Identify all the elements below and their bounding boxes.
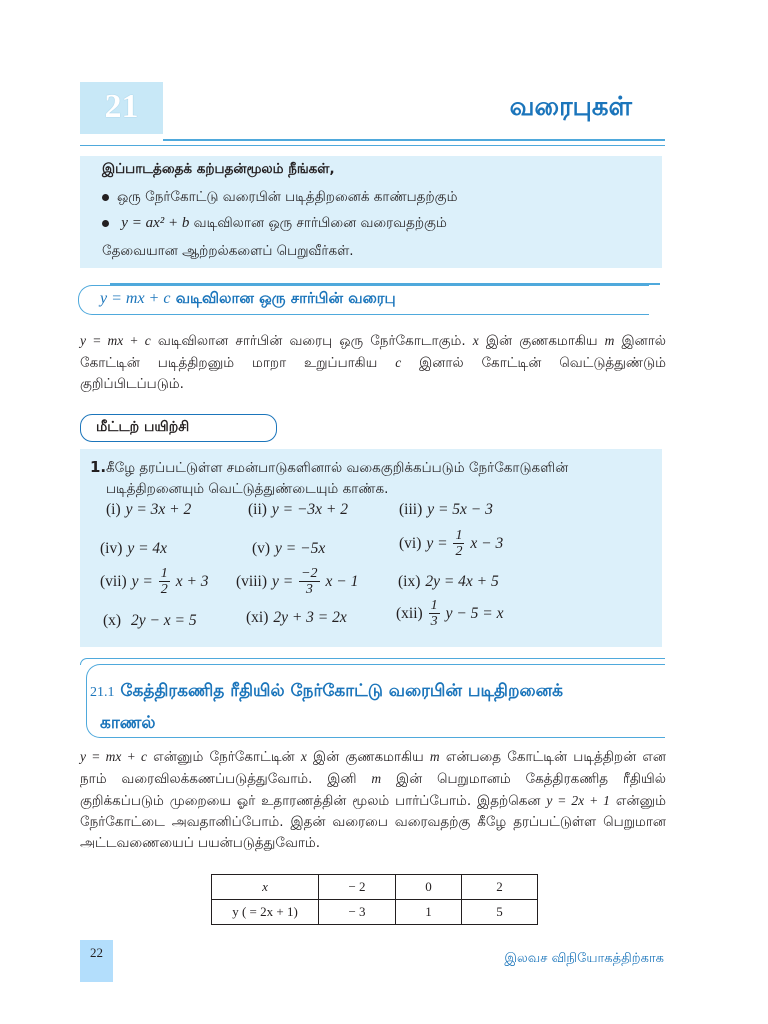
exercise-item: (x) 2y − x = 5 xyxy=(103,612,197,629)
table-row xyxy=(212,900,538,925)
page-number: 22 xyxy=(90,945,103,960)
table-cell: y ( = 2x + 1) xyxy=(212,900,319,925)
objective-item-2: y = ax² + b வடிவிலான ஒரு சார்பினை வரைவதற்கும் xyxy=(102,215,447,233)
objective-equation: y = ax² + b xyxy=(121,215,190,231)
exercise-item: (iv) y = 4x xyxy=(100,540,168,557)
body-paragraph: y = mx + c என்னும் நேர்கோட்டின் x இன் குணகமாகிய m என்பதை கோட்டின் படித்திறன் என நாம் வரைவிலக்கணப்படுத்துவோம். இனி m இன் பெறுமானம் கேத்திரகணித ரீதியில் குறிக்கப்படும் முறையை ஓர் உதாரணத்தின் மூலம் பார்ப்போம். இதற்கென y = 2x + 1 என்னும் நேர்கோட்டை அவதானிப்போம். இதன் வரைபை வரைவதற்கு கீழே தரப்பட்டுள்ள பெறுமான அட்டவணையைப் பயன்படுத்துவோம். xyxy=(80,749,667,851)
revision-title: மீட்டற் பயிற்சி xyxy=(96,419,190,435)
exercise-item: (vii) y = $\frac{1}{2}$ x + 3 xyxy=(100,566,209,597)
exercise-number: 1. xyxy=(90,458,107,476)
objectives-closing: தேவையான ஆற்றல்களைப் பெறுவீர்கள். xyxy=(102,243,354,259)
exercise-item: (viii) y = $\frac{-2}{3}$ x − 1 xyxy=(236,566,359,597)
table-cell: x xyxy=(212,875,319,900)
chapter-title: வரைபுகள் xyxy=(509,92,632,122)
bullet-icon xyxy=(102,220,109,227)
intro-paragraph: y = mx + c வடிவிலான சார்பின் வரைபு ஒரு நேர்கோடாகும். x இன் குணகமாகிய m இனால் கோட்டின் படித்திறனும் மாறா உறுப்பாகிய c இனால் கோட்டின் வெட்டுத்துண்டும் குறிப்பிடப்படும். xyxy=(80,333,667,392)
objective-item-1: ஒரு நேர்கோட்டு வரைபின் படித்திறனைக் காண்பதற்கும் xyxy=(102,189,457,207)
fraction: $\frac{1}{2}$ xyxy=(160,566,168,597)
section-title: y = mx + c வடிவிலான ஒரு சார்பின் வரைபு xyxy=(100,289,396,307)
table-cell: − 3 xyxy=(319,900,396,925)
table-cell: − 2 xyxy=(319,875,396,900)
exercise-item: (vi) y = $\frac{1}{2}$ x − 3 xyxy=(399,528,504,559)
footer-text: இலவச விநியோகத்திற்காக xyxy=(504,951,664,966)
subsection-title: 21.1 கேத்திரகணித ரீதியில் நேர்கோட்டு வரைபின் படிதிறனைக் காணல் xyxy=(90,681,563,733)
bullet-icon xyxy=(102,194,109,201)
objectives-intro: இப்பாடத்தைக் கற்பதன்மூலம் நீங்கள், xyxy=(102,161,335,177)
exercise-item: (i) y = 3x + 2 xyxy=(106,501,192,518)
fraction: $\frac{1}{3}$ xyxy=(430,598,438,629)
exercise-item: (xi) 2y + 3 = 2x xyxy=(246,609,347,626)
exercise-item: (ii) y = −3x + 2 xyxy=(248,501,349,518)
table-cell: 2 xyxy=(462,875,538,900)
exercise-instruction: கீழே தரப்பட்டுள்ள சமன்பாடுகளினால் வகைகுறிக்கப்படும் நேர்கோடுகளின் படித்திறனையும் வெட்டுத்துண்டையும் காண்க. xyxy=(106,460,569,497)
table-cell: 5 xyxy=(462,900,538,925)
value-table xyxy=(211,874,538,925)
table-cell: 0 xyxy=(396,875,462,900)
chapter-number: 21 xyxy=(104,88,139,125)
banner-rule xyxy=(110,283,660,285)
header-rule-2 xyxy=(80,145,665,146)
exercise-item: (iii) y = 5x − 3 xyxy=(399,501,493,518)
header-rule xyxy=(163,139,665,141)
table-cell: 1 xyxy=(396,900,462,925)
table-row xyxy=(212,875,538,900)
exercise-item: (xii) $\frac{1}{3}$ y − 5 = x xyxy=(396,598,504,629)
fraction: $\frac{1}{2}$ xyxy=(455,528,463,559)
exercise-item: (ix) 2y = 4x + 5 xyxy=(398,573,499,590)
fraction: $\frac{-2}{3}$ xyxy=(301,566,318,597)
exercise-item: (v) y = −5x xyxy=(252,540,326,557)
